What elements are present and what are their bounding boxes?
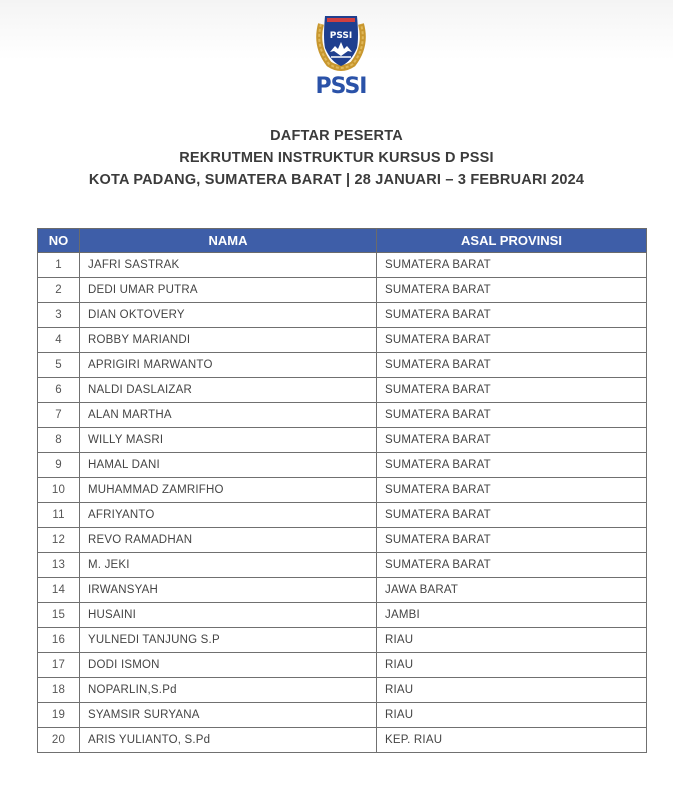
- emblem-text: PSSI: [329, 31, 353, 41]
- logo-wordmark: PSSI: [315, 74, 367, 99]
- row-number: 11: [38, 503, 80, 528]
- table-row: [38, 353, 647, 378]
- column-header-provinsi: ASAL PROVINSI: [377, 229, 647, 253]
- table-row: [38, 703, 647, 728]
- participant-province: RIAU: [377, 628, 647, 653]
- participant-name: DIAN OKTOVERY: [80, 303, 377, 328]
- row-number: 14: [38, 578, 80, 603]
- participant-name: WILLY MASRI: [80, 428, 377, 453]
- table-row: [38, 578, 647, 603]
- participant-name: M. JEKI: [80, 553, 377, 578]
- table-row: [38, 278, 647, 303]
- participant-name: ALAN MARTHA: [80, 403, 377, 428]
- row-number: 3: [38, 303, 80, 328]
- row-number: 19: [38, 703, 80, 728]
- participant-name: REVO RAMADHAN: [80, 528, 377, 553]
- table-row: [38, 553, 647, 578]
- participant-name: MUHAMMAD ZAMRIFHO: [80, 478, 377, 503]
- row-number: 17: [38, 653, 80, 678]
- row-number: 18: [38, 678, 80, 703]
- participant-name: HUSAINI: [80, 603, 377, 628]
- participant-name: YULNEDI TANJUNG S.P: [80, 628, 377, 653]
- row-number: 5: [38, 353, 80, 378]
- table-row: [38, 428, 647, 453]
- participant-name: ARIS YULIANTO, S.Pd: [80, 728, 377, 753]
- row-number: 8: [38, 428, 80, 453]
- participant-province: JAWA BARAT: [377, 578, 647, 603]
- participant-name: AFRIYANTO: [80, 503, 377, 528]
- table-row: [38, 478, 647, 503]
- row-number: 15: [38, 603, 80, 628]
- table-row: [38, 378, 647, 403]
- participant-province: RIAU: [377, 703, 647, 728]
- participant-name: APRIGIRI MARWANTO: [80, 353, 377, 378]
- participant-name: ROBBY MARIANDI: [80, 328, 377, 353]
- table-row: [38, 453, 647, 478]
- participant-name: SYAMSIR SURYANA: [80, 703, 377, 728]
- table-row: [38, 328, 647, 353]
- table-row: [38, 503, 647, 528]
- participant-province: SUMATERA BARAT: [377, 553, 647, 578]
- participant-province: RIAU: [377, 653, 647, 678]
- document-header: [0, 125, 673, 191]
- table-row: [38, 628, 647, 653]
- row-number: 16: [38, 628, 80, 653]
- participant-province: SUMATERA BARAT: [377, 528, 647, 553]
- row-number: 2: [38, 278, 80, 303]
- column-header-no: NO: [38, 229, 80, 253]
- pssi-emblem-icon: [313, 8, 369, 74]
- row-number: 10: [38, 478, 80, 503]
- participant-province: RIAU: [377, 678, 647, 703]
- participant-province: KEP. RIAU: [377, 728, 647, 753]
- participant-name: JAFRI SASTRAK: [80, 253, 377, 278]
- row-number: 9: [38, 453, 80, 478]
- participant-name: DODI ISMON: [80, 653, 377, 678]
- participant-province: SUMATERA BARAT: [377, 428, 647, 453]
- row-number: 7: [38, 403, 80, 428]
- table-row: [38, 678, 647, 703]
- participant-province: SUMATERA BARAT: [377, 303, 647, 328]
- participant-province: SUMATERA BARAT: [377, 503, 647, 528]
- participant-province: SUMATERA BARAT: [377, 328, 647, 353]
- document-subtitle: REKRUTMEN INSTRUKTUR KURSUS D PSSI: [179, 150, 494, 166]
- column-header-nama: NAMA: [80, 229, 377, 253]
- row-number: 13: [38, 553, 80, 578]
- participant-province: JAMBI: [377, 603, 647, 628]
- participant-province: SUMATERA BARAT: [377, 353, 647, 378]
- table-row: [38, 528, 647, 553]
- participant-province: SUMATERA BARAT: [377, 403, 647, 428]
- table-row: [38, 728, 647, 753]
- row-number: 20: [38, 728, 80, 753]
- table-row: [38, 603, 647, 628]
- table-row: [38, 653, 647, 678]
- participant-name: NOPARLIN,S.Pd: [80, 678, 377, 703]
- participant-name: IRWANSYAH: [80, 578, 377, 603]
- table-header-row: [38, 229, 647, 253]
- participant-province: SUMATERA BARAT: [377, 378, 647, 403]
- row-number: 1: [38, 253, 80, 278]
- participants-table: [37, 228, 647, 753]
- row-number: 4: [38, 328, 80, 353]
- pssi-logo: [311, 8, 371, 108]
- row-number: 6: [38, 378, 80, 403]
- table-body: [38, 253, 647, 753]
- document-title: DAFTAR PESERTA: [270, 128, 403, 144]
- participant-province: SUMATERA BARAT: [377, 278, 647, 303]
- row-number: 12: [38, 528, 80, 553]
- participant-province: SUMATERA BARAT: [377, 478, 647, 503]
- table-row: [38, 253, 647, 278]
- participant-name: DEDI UMAR PUTRA: [80, 278, 377, 303]
- participant-province: SUMATERA BARAT: [377, 453, 647, 478]
- document-location-dates: KOTA PADANG, SUMATERA BARAT | 28 JANUARI – 3 FEBRUARI 2024: [88, 172, 585, 188]
- table-row: [38, 303, 647, 328]
- table-row: [38, 403, 647, 428]
- participant-name: HAMAL DANI: [80, 453, 377, 478]
- participant-name: NALDI DASLAIZAR: [80, 378, 377, 403]
- participant-province: SUMATERA BARAT: [377, 253, 647, 278]
